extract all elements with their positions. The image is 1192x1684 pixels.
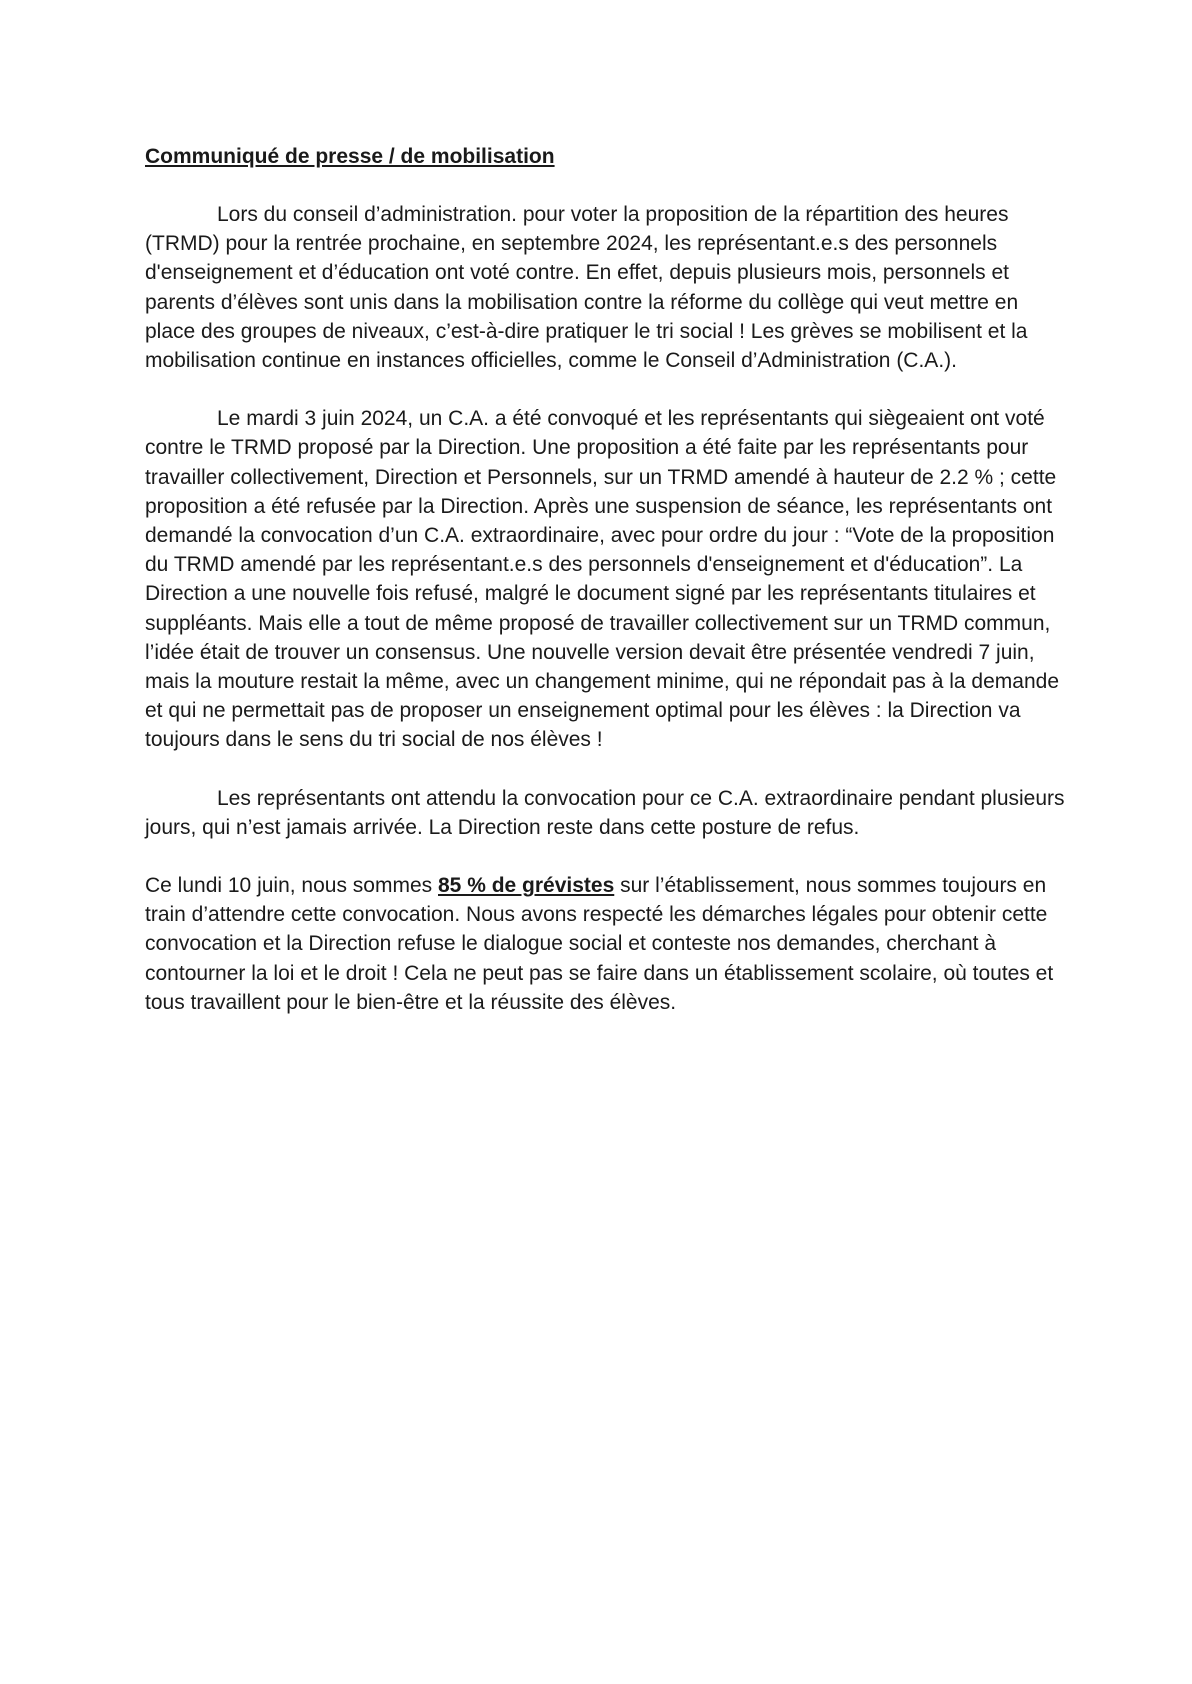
- paragraph-attente: Les représentants ont attendu la convocation pour ce C.A. extraordinaire pendant plusieurs jours, qui n’est jamais arrivée. La Direction reste dans cette posture de refus.: [145, 786, 1065, 839]
- greve-rest-text: sur l’établissement, nous sommes toujours en train d’attendre cette convocation. Nous avons respecté les démarches légales pour obtenir cette convocation et la Direction refuse le dialogue social et conteste nos demandes, cherchant à contourner la loi et le droit ! Cela ne peut pas se faire dans un établissement scolaire, où toutes et tous travaillent pour le bien-être et la réussite des élèves.: [145, 874, 1054, 1014]
- greve-percentage: 85 % de grévistes: [438, 874, 615, 898]
- paragraph-mardi: Le mardi 3 juin 2024, un C.A. a été convoqué et les représentants qui siègeaient ont voté contre le TRMD proposé par la Direction. Une proposition a été faite par les représentants pour travailler collectivement, Direction et Personnels, sur un TRMD amendé à hauteur de 2.2 % ; cette proposition a été refusée par la Direction. Après une suspension de séance, les représentants ont demandé la convocation d’un C.A. extraordinaire, avec pour ordre du jour : “Vote de la proposition du TRMD amendé par les représentant.e.s des personnels d'enseignement et d'éducation”. La Direction a une nouvelle fois refusé, malgré le document signé par les représentants titulaires et suppléants. Mais elle a tout de même proposé de travailler collectivement sur un TRMD commun, l’idée était de trouver un consensus. Une nouvelle version devait être présentée vendredi 7 juin, mais la mouture restait la même, avec un changement minime, qui ne répondait pas à la demande et qui ne permettait pas de proposer un enseignement optimal pour les élèves : la Direction va toujours dans le sens du tri social de nos élèves !: [145, 407, 1059, 752]
- paragraph-greve: [145, 871, 1065, 1017]
- document-title: Communiqué de presse / de mobilisation: [145, 145, 555, 168]
- paragraph-conseil: Lors du conseil d’administration. pour voter la proposition de la répartition des heures (TRMD) pour la rentrée prochaine, en septembre 2024, les représentant.e.s des personnels d'enseignement et d’éducation ont voté contre. En effet, depuis plusieurs mois, personnels et parents d’élèves sont unis dans la mobilisation contre la réforme du collège qui veut mettre en place des groupes de niveaux, c’est-à-dire pratiquer le tri social ! Les grèves se mobilisent et la mobilisation continue en instances officielles, comme le Conseil d’Administration (C.A.).: [145, 203, 1028, 373]
- document-page: [145, 142, 1065, 1017]
- greve-intro-text: Ce lundi 10 juin, nous sommes: [145, 874, 438, 898]
